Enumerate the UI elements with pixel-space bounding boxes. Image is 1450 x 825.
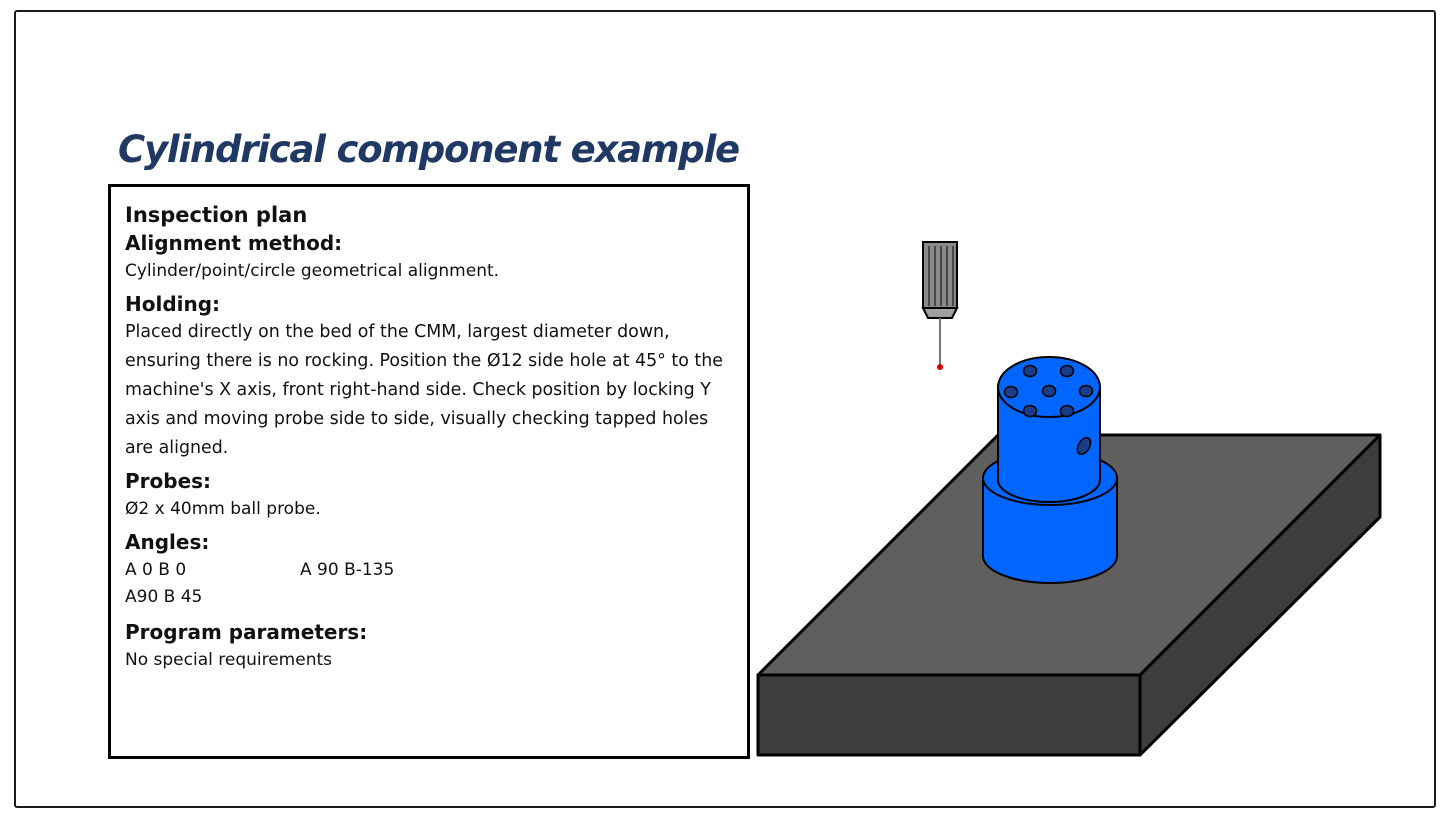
slide-title: Cylindrical component example	[118, 128, 739, 171]
holding-text: Placed directly on the bed of the CMM, largest diameter down, ensuring there is no rocking. Position the Ø12 side hole at 45° to the machine's X axis, front right-hand side. Check position by locking Y axis and moving probe side to side, visually checking tapped holes are aligned.	[125, 322, 723, 458]
probe-body	[923, 242, 957, 308]
holding-label: Holding:	[125, 292, 221, 316]
ball-probe	[923, 242, 957, 370]
angles-label: Angles:	[125, 530, 210, 554]
probes-text: Ø2 x 40mm ball probe.	[125, 499, 321, 519]
probe-tip	[937, 364, 943, 370]
probes-label: Probes:	[125, 469, 212, 493]
alignment-method-label: Alignment method:	[125, 231, 343, 255]
program-parameters-text: No special requirements	[125, 650, 332, 670]
angle-item: A 90 B-135	[300, 560, 395, 580]
inspection-plan-heading: Inspection plan	[125, 203, 308, 227]
alignment-method-text: Cylinder/point/circle geometrical alignment.	[125, 261, 500, 281]
program-parameters-label: Program parameters:	[125, 620, 368, 644]
angle-item: A 0 B 0	[125, 560, 187, 580]
cylindrical-component	[983, 357, 1117, 583]
cmm-bed-front	[758, 675, 1140, 755]
probe-taper	[923, 308, 957, 318]
angle-item: A90 B 45	[125, 587, 203, 607]
